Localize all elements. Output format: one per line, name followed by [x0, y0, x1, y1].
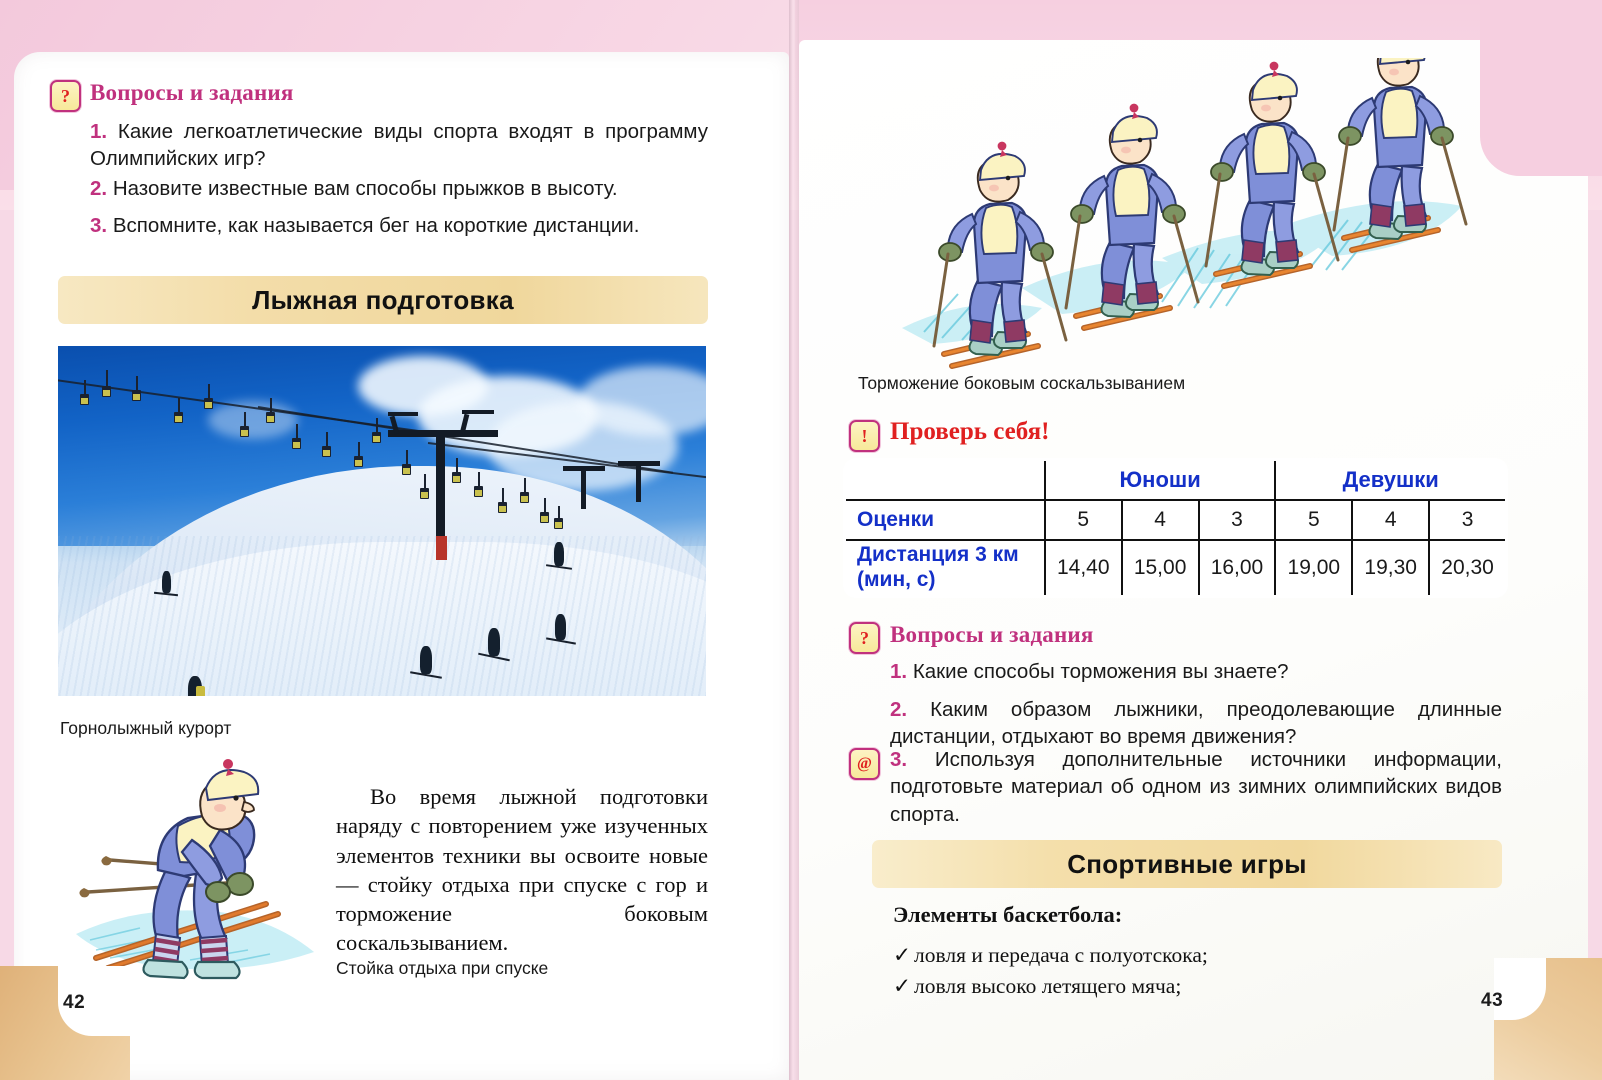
- book-gutter: [789, 0, 799, 1080]
- question-mark-icon: ?: [50, 80, 81, 112]
- ski-resort-photo: [58, 346, 706, 696]
- right-questions-title: Вопросы и задания: [890, 622, 1094, 647]
- table-label-distance: Дистанция 3 км (мин, с): [845, 540, 1045, 596]
- table-label-grades: Оценки: [845, 500, 1045, 540]
- value-boys-5: 14,40: [1045, 540, 1122, 596]
- right-question-3-text: Используя дополнительные источники информации, подготовьте материал об одном из зимних олимпийских видов спорта.: [890, 748, 1503, 826]
- side-slip-braking-illustration: [862, 58, 1522, 370]
- left-question-1: [90, 118, 708, 173]
- left-section-header: [58, 276, 708, 324]
- right-question-2: [890, 696, 1502, 751]
- left-question-3-number: 3.: [90, 214, 108, 237]
- left-question-2-text: Назовите известные вам способы прыжков в высоту.: [112, 177, 618, 200]
- value-boys-4: 15,00: [1122, 540, 1199, 596]
- left-question-2-number: 2.: [90, 177, 108, 200]
- basketball-list-title: Элементы баскетбола:: [893, 902, 1123, 927]
- table-row-group-headers: [845, 460, 1507, 501]
- right-page-number: 43: [1481, 990, 1504, 1011]
- right-question-1: [890, 658, 1500, 685]
- left-photo-caption: Горнолыжный курорт: [60, 718, 232, 738]
- left-illustration-caption: Стойка отдыха при спуске: [336, 958, 549, 978]
- left-question-1-number: 1.: [90, 120, 108, 143]
- right-question-2-number: 2.: [890, 698, 908, 721]
- list-item: [893, 971, 1208, 1002]
- right-question-1-text: Какие способы торможения вы знаете?: [912, 660, 1289, 683]
- right-illustration-caption: Торможение боковым соскальзыванием: [858, 373, 1186, 393]
- check-icon: ✓: [893, 974, 912, 999]
- check-icon: ✓: [893, 943, 912, 967]
- list-item: [893, 940, 1208, 971]
- value-boys-3: 16,00: [1199, 540, 1276, 596]
- left-question-3: [90, 212, 708, 239]
- left-section-header-label: Лыжная подготовка: [252, 284, 514, 315]
- basketball-list: [893, 940, 1208, 1002]
- right-section-header-label: Спортивные игры: [1067, 848, 1307, 879]
- grade-girls-5: 5: [1275, 500, 1352, 540]
- table-row-distance: [845, 540, 1507, 596]
- grade-girls-4: 4: [1352, 500, 1429, 540]
- list-item-text: ловля и передача с полуотскока;: [914, 943, 1208, 967]
- value-girls-3: 20,30: [1429, 540, 1506, 596]
- table-row-grades: [845, 500, 1507, 540]
- grade-boys-5: 5: [1045, 500, 1122, 540]
- grade-boys-3: 3: [1199, 500, 1276, 540]
- right-section-header: [872, 840, 1502, 888]
- standards-table: [843, 458, 1508, 598]
- right-question-1-number: 1.: [890, 660, 908, 683]
- table-header-boys: Юноши: [1045, 460, 1276, 501]
- left-question-2: [90, 175, 708, 202]
- at-sign-icon: @: [849, 748, 880, 780]
- right-question-3-number: 3.: [890, 748, 908, 771]
- left-questions-title: Вопросы и задания: [90, 80, 294, 105]
- grade-boys-4: 4: [1122, 500, 1199, 540]
- left-question-3-text: Вспомните, как называется бег на короткие дистанции.: [112, 214, 640, 237]
- left-page-number: 42: [63, 992, 86, 1013]
- table-header-girls: Девушки: [1275, 460, 1506, 501]
- table-corner-cell: [845, 460, 1045, 501]
- check-yourself-title: Проверь себя!: [890, 418, 1050, 445]
- left-question-1-text: Какие легкоатлетические виды спорта входят в программу Олимпийских игр?: [90, 120, 708, 171]
- right-question-2-text: Каким образом лыжники, преодолевающие длинные дистанции, отдыхают во время движения?: [890, 698, 1502, 749]
- exclamation-mark-icon: !: [849, 420, 880, 452]
- list-item-text: ловля высоко летящего мяча;: [914, 974, 1182, 999]
- question-mark-icon: ?: [849, 622, 880, 654]
- left-body-paragraph: Во время лыжной подготовки наряду с повторением уже изученных элементов техники вы освоите новые — стойку отдыха при спуске с гор и торможение боковым соскальзыванием.: [336, 784, 708, 956]
- value-girls-4: 19,30: [1352, 540, 1429, 596]
- value-girls-5: 19,00: [1275, 540, 1352, 596]
- grade-girls-3: 3: [1429, 500, 1506, 540]
- right-question-3: [890, 746, 1502, 828]
- rest-stance-skier-illustration: [70, 752, 320, 984]
